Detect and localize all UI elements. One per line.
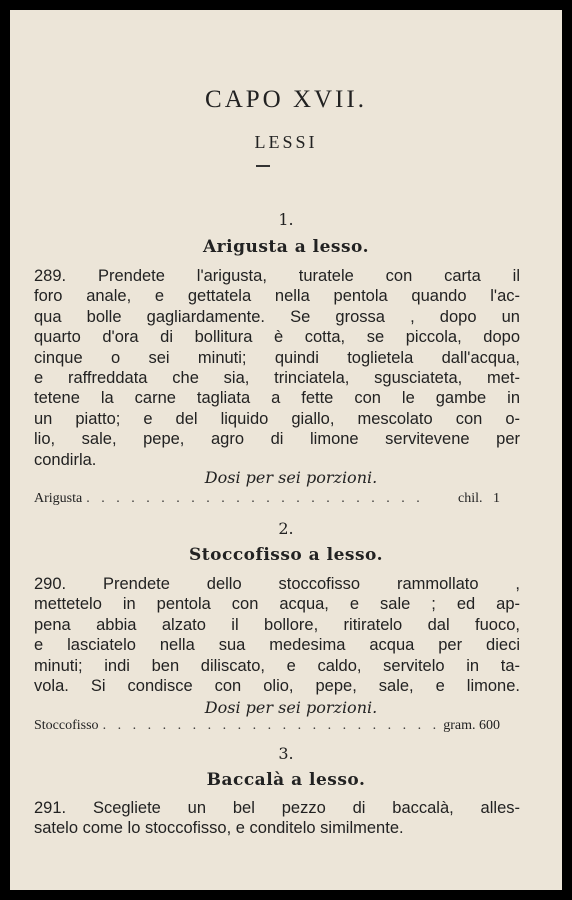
text-line: mettetelo in pentola con acqua, e sale ; ed ap- — [34, 595, 520, 614]
text-line: tetene la carne tagliata a fette con le gambe in — [34, 389, 520, 408]
text-line: 289. Prendete l'arigusta, turatele con carta il — [34, 267, 520, 285]
recipe-title: Baccalà a lesso. — [206, 770, 366, 790]
text-line: lio, sale, pepe, agro di limone servitevene per — [34, 430, 520, 449]
ingredient-name: Stoccofisso — [34, 718, 99, 733]
text-line: pena abbia alzato il bollore, ritiratelo dal fuoco, — [34, 615, 520, 634]
portions-note: Dosi per sei porzioni. — [204, 468, 378, 487]
portions-note: Dosi per sei porzioni. — [204, 698, 378, 717]
recipe-text — [34, 574, 520, 696]
text-line: foro anale, e gettatela nella pentola quando l'ac- — [34, 287, 520, 306]
text-line: condirla. — [34, 450, 97, 469]
leader-dots: . . . . . . . . . . . . . . . . . . . . . . . — [102, 718, 441, 733]
ingredient-row — [34, 718, 500, 734]
text-line: un piatto; e del liquido giallo, mescolato con o- — [34, 409, 520, 428]
recipe-number: 1. — [278, 210, 294, 229]
recipe-text — [34, 266, 520, 470]
text-line: quarto d'ora di bollitura è cotta, se piccola, dopo — [34, 328, 520, 347]
text-line: satelo come lo stoccofisso, e conditelo similmente. — [34, 819, 404, 838]
ingredient-amount: chil. 1 — [458, 491, 500, 506]
text-line: cinque o sei minuti; quindi toglietela dall'acqua, — [34, 348, 520, 367]
text-line: minuti; indi ben diliscato, e caldo, servitelo in ta- — [34, 656, 520, 675]
recipe-number: 3. — [278, 744, 294, 763]
text-line: 290. Prendete dello stoccofisso rammollato , — [34, 575, 520, 593]
recipe-text — [34, 798, 520, 839]
recipe-number: 2. — [278, 519, 294, 538]
text-line: e lasciatelo nella sua medesima acqua per dieci — [34, 636, 520, 655]
text-line: 291. Scegliete un bel pezzo di baccalà, alles- — [34, 799, 520, 817]
ingredient-row — [34, 491, 500, 507]
title-divider — [256, 165, 270, 167]
chapter-title: CAPO XVII. — [205, 86, 367, 113]
chapter-subtitle: LESSI — [254, 132, 318, 152]
book-page — [10, 10, 562, 890]
ingredient-name: Arigusta — [34, 491, 83, 506]
recipe-title: Arigusta a lesso. — [202, 237, 369, 257]
text-line: vola. Si condisce con olio, pepe, sale, e limone. — [34, 677, 520, 696]
text-line: e raffreddata che sia, trinciatela, sgusciateta, met- — [34, 369, 520, 388]
ingredient-amount: gram. 600 — [443, 718, 500, 733]
text-line: qua bolle gagliardamente. Se grossa , dopo un — [34, 307, 520, 326]
recipe-title: Stoccofisso a lesso. — [189, 545, 383, 565]
leader-dots: . . . . . . . . . . . . . . . . . . . . . . . — [86, 491, 424, 506]
